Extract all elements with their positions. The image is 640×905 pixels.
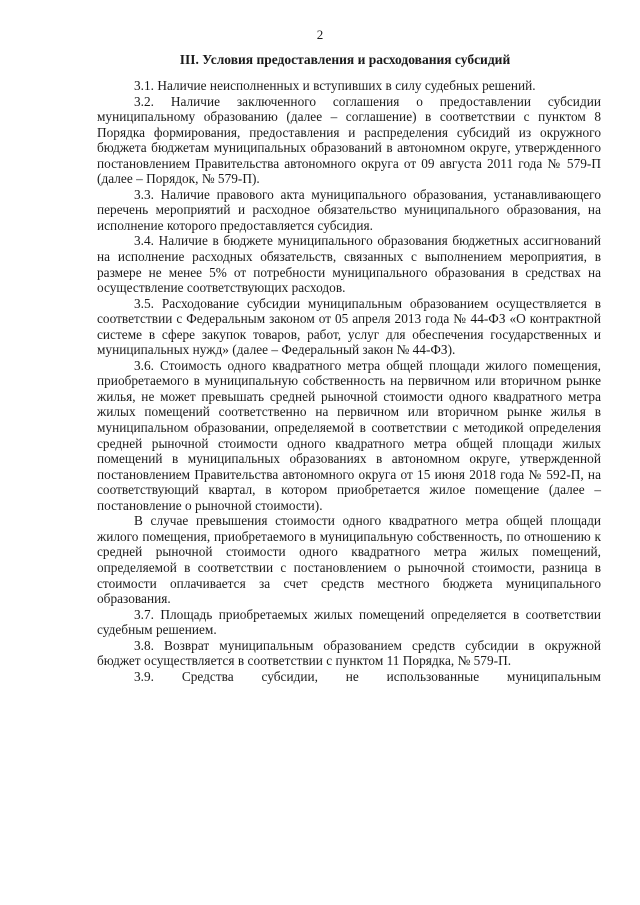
paragraph-3-3: 3.3. Наличие правового акта муниципального образования, устанавливающего перечень мероприятий и расходное обязательство муниципального образования, на исполнение которого предоставляется субсидия.: [97, 186, 601, 233]
paragraph-3-6-continued: В случае превышения стоимости одного квадратного метра общей площади жилого помещения, приобретаемого в муниципальную собственность, по отношению к средней рыночной стоимости одного квадратного метра жилых помещений, определяемой в соответствии с постановлением о рыночной стоимости, разница в стоимости оплачивается за счет средств местного бюджета муниципального образования.: [97, 513, 601, 607]
paragraph-3-8: 3.8. Возврат муниципальным образованием средств субсидии в окружной бюджет осуществляется в соответствии с пунктом 11 Порядка, № 579-П.: [97, 637, 601, 669]
paragraph-3-2: 3.2. Наличие заключенного соглашения о предоставлении субсидии муниципальному образованию (далее – соглашение) в соответствии с пунктом 8 Порядка формирования, предоставления и распределения субсидий из окружного бюджета бюджетам муниципальных образований в автономном округе, утвержденного постановлением Правительства автономного округа от 09 августа 2011 года № 579-П (далее – Порядок, № 579-П).: [97, 93, 601, 187]
paragraph-3-4: 3.4. Наличие в бюджете муниципального образования бюджетных ассигнований на исполнение расходных обязательств, связанных с выполнением мероприятия, в размере не менее 5% от потребности муниципального образования в средствах на осуществление соответствующих расходов.: [97, 233, 601, 296]
paragraph-3-5: 3.5. Расходование субсидии муниципальным образованием осуществляется в соответствии с Федеральным законом от 05 апреля 2013 года № 44-ФЗ «О контрактной системе в сфере закупок товаров, работ, услуг для обеспечения государственных и муниципальных нужд» (далее – Федеральный закон № 44-ФЗ).: [97, 295, 601, 358]
document-body: [97, 78, 601, 684]
page-number: 2: [316, 27, 324, 42]
section-title: III. Условия предоставления и расходования субсидий: [179, 52, 511, 67]
paragraph-3-7: 3.7. Площадь приобретаемых жилых помещений определяется в соответствии судебным решением.: [97, 606, 601, 638]
paragraph-3-9: 3.9. Средства субсидии, не использованные муниципальным: [134, 668, 601, 684]
paragraph-3-1: 3.1. Наличие неисполненных и вступивших в силу судебных решений.: [134, 78, 536, 93]
paragraph-3-6: 3.6. Стоимость одного квадратного метра общей площади жилого помещения, приобретаемого в муниципальную собственность на первичном или вторичном рынке жилья, не может превышать средней рыночной стоимости одного квадратного метра жилых помещений соответственно на первичном или вторичном рынке жилья в муниципальном образовании, определяемой в соответствии с методикой определения средней рыночной стоимости одного квадратного метра общей площади жилых помещений в муниципальных образованиях в автономном округе, утвержденной постановлением Правительства автономного округа от 15 июня 2018 года № 592-П, на соответствующий квартал, в котором приобретается жилое помещение (далее – постановление о рыночной стоимости).: [97, 357, 601, 513]
